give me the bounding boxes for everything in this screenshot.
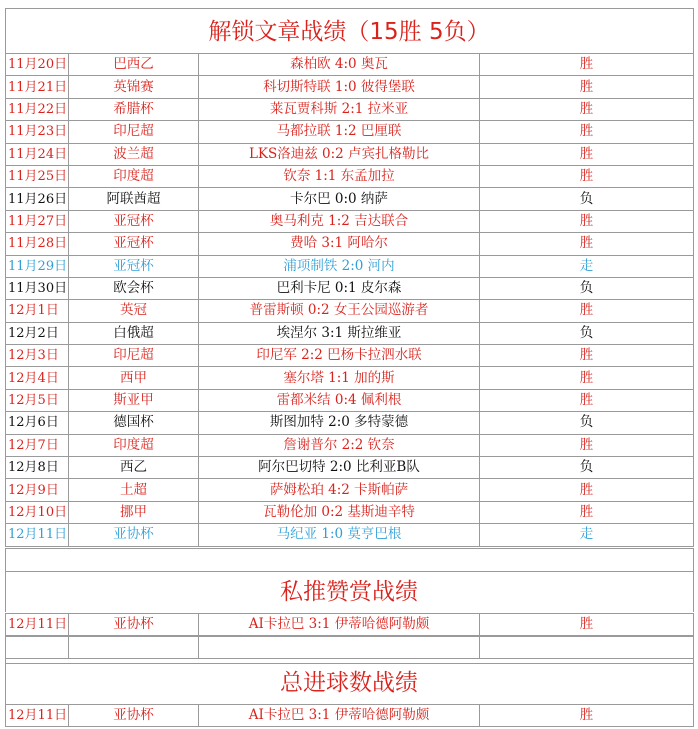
grid-line xyxy=(693,8,694,53)
result-cell: 胜 xyxy=(480,233,694,255)
table-row xyxy=(6,479,694,501)
date-cell: 12月11日 xyxy=(6,705,69,727)
table-row xyxy=(6,210,694,232)
match-cell: 埃涅尔 3:1 斯拉维亚 xyxy=(199,322,480,344)
date-cell: 12月11日 xyxy=(6,614,69,636)
table-row xyxy=(6,54,694,76)
date-cell: 12月11日 xyxy=(6,524,69,546)
league-cell: 巴西乙 xyxy=(69,54,199,76)
table-row xyxy=(6,705,694,727)
date-cell: 11月26日 xyxy=(6,188,69,210)
league-cell: 希腊杯 xyxy=(69,98,199,120)
match-cell: 萨姆松珀 4:2 卡斯帕萨 xyxy=(199,479,480,501)
table-row xyxy=(6,233,694,255)
table-row xyxy=(6,277,694,299)
result-cell: 胜 xyxy=(480,345,694,367)
result-cell: 负 xyxy=(480,457,694,479)
league-cell: 西乙 xyxy=(69,457,199,479)
result-cell: 胜 xyxy=(480,614,694,636)
empty-cell xyxy=(6,637,69,659)
table-row xyxy=(6,98,694,120)
match-cell: 巴利卡尼 0:1 皮尔森 xyxy=(199,277,480,299)
date-cell: 11月27日 xyxy=(6,210,69,232)
table-row xyxy=(6,121,694,143)
league-cell: 白俄超 xyxy=(69,322,199,344)
match-cell: 浦项制铁 2:0 河内 xyxy=(199,255,480,277)
result-cell: 胜 xyxy=(480,434,694,456)
league-cell: 德国杯 xyxy=(69,412,199,434)
table-row xyxy=(6,300,694,322)
league-cell: 印尼超 xyxy=(69,121,199,143)
table-row xyxy=(6,76,694,98)
league-cell: 印度超 xyxy=(69,434,199,456)
empty-cell xyxy=(199,637,480,659)
match-cell: 莱瓦贾科斯 2:1 拉米亚 xyxy=(199,98,480,120)
date-cell: 12月2日 xyxy=(6,322,69,344)
result-cell: 胜 xyxy=(480,121,694,143)
result-cell: 胜 xyxy=(480,705,694,727)
table-row xyxy=(6,188,694,210)
match-cell: 詹谢普尔 2:2 钦奈 xyxy=(199,434,480,456)
result-cell: 胜 xyxy=(480,165,694,187)
date-cell: 11月29日 xyxy=(6,255,69,277)
league-cell: 欧会杯 xyxy=(69,277,199,299)
result-cell: 胜 xyxy=(480,300,694,322)
date-cell: 12月5日 xyxy=(6,389,69,411)
table-row xyxy=(6,501,694,523)
result-cell: 走 xyxy=(480,524,694,546)
section3-table xyxy=(5,704,694,727)
result-cell: 胜 xyxy=(480,501,694,523)
section3-title: 总进球数战绩 xyxy=(280,670,418,696)
date-cell: 12月7日 xyxy=(6,434,69,456)
league-cell: 亚协杯 xyxy=(69,524,199,546)
match-cell: AI卡拉巴 3:1 伊蒂哈德阿勒颇 xyxy=(199,614,480,636)
match-cell: 雷都米结 0:4 佩利根 xyxy=(199,389,480,411)
match-cell: 马都拉联 1:2 巴厘联 xyxy=(199,121,480,143)
result-cell: 胜 xyxy=(480,76,694,98)
table-row xyxy=(6,345,694,367)
date-cell: 11月21日 xyxy=(6,76,69,98)
result-cell: 负 xyxy=(480,322,694,344)
league-cell: 波兰超 xyxy=(69,143,199,165)
league-cell: 英锦赛 xyxy=(69,76,199,98)
match-cell: 马纪亚 1:0 莫亨巴根 xyxy=(199,524,480,546)
match-cell: 印尼军 2:2 巴杨卡拉泗水联 xyxy=(199,345,480,367)
date-cell: 12月1日 xyxy=(6,300,69,322)
empty-row xyxy=(6,549,694,572)
match-cell: 塞尔塔 1:1 加的斯 xyxy=(199,367,480,389)
result-cell: 胜 xyxy=(480,367,694,389)
league-cell: 斯亚甲 xyxy=(69,389,199,411)
league-cell: 印尼超 xyxy=(69,345,199,367)
league-cell: 土超 xyxy=(69,479,199,501)
section1-title: 解锁文章战绩（15胜 5负） xyxy=(208,19,490,45)
match-cell: 钦奈 1:1 东孟加拉 xyxy=(199,165,480,187)
date-cell: 11月22日 xyxy=(6,98,69,120)
date-cell: 12月3日 xyxy=(6,345,69,367)
table-row xyxy=(6,367,694,389)
league-cell: 亚协杯 xyxy=(69,614,199,636)
section2-table xyxy=(5,613,694,636)
match-cell: 卡尔巴 0:0 纳萨 xyxy=(199,188,480,210)
date-cell: 12月6日 xyxy=(6,412,69,434)
league-cell: 阿联酋超 xyxy=(69,188,199,210)
date-cell: 11月24日 xyxy=(6,143,69,165)
table-row xyxy=(6,524,694,546)
result-cell: 胜 xyxy=(480,479,694,501)
result-cell: 负 xyxy=(480,277,694,299)
date-cell: 12月8日 xyxy=(6,457,69,479)
match-cell: 科切斯特联 1:0 彼得堡联 xyxy=(199,76,480,98)
result-cell: 走 xyxy=(480,255,694,277)
empty-row-table xyxy=(5,548,694,572)
date-cell: 12月4日 xyxy=(6,367,69,389)
date-cell: 12月9日 xyxy=(6,479,69,501)
table-row xyxy=(6,389,694,411)
result-cell: 胜 xyxy=(480,210,694,232)
empty-cell xyxy=(480,637,694,659)
grid-line xyxy=(693,662,694,704)
table-row xyxy=(6,143,694,165)
empty-cell xyxy=(69,637,199,659)
league-cell: 英冠 xyxy=(69,300,199,322)
grid-line xyxy=(5,8,693,9)
match-cell: 费哈 3:1 阿哈尔 xyxy=(199,233,480,255)
match-cell: 奥马利克 1:2 吉达联合 xyxy=(199,210,480,232)
league-cell: 亚冠杯 xyxy=(69,210,199,232)
date-cell: 12月10日 xyxy=(6,501,69,523)
table-row xyxy=(6,412,694,434)
match-cell: LKS洛迪兹 0:2 卢宾扎格勒比 xyxy=(199,143,480,165)
empty-row-table xyxy=(5,636,694,659)
table-row xyxy=(6,255,694,277)
result-cell: 负 xyxy=(480,412,694,434)
result-cell: 胜 xyxy=(480,54,694,76)
match-cell: 森柏欧 4:0 奥瓦 xyxy=(199,54,480,76)
table-row xyxy=(6,614,694,636)
match-cell: 普雷斯顿 0:2 女王公园巡游者 xyxy=(199,300,480,322)
table-row xyxy=(6,434,694,456)
match-cell: AI卡拉巴 3:1 伊蒂哈德阿勒颇 xyxy=(199,705,480,727)
date-cell: 11月25日 xyxy=(6,165,69,187)
league-cell: 亚冠杯 xyxy=(69,255,199,277)
league-cell: 西甲 xyxy=(69,367,199,389)
table-row xyxy=(6,165,694,187)
league-cell: 挪甲 xyxy=(69,501,199,523)
match-cell: 阿尔巴切特 2:0 比利亚B队 xyxy=(199,457,480,479)
date-cell: 11月20日 xyxy=(6,54,69,76)
grid-line xyxy=(693,570,694,612)
match-cell: 斯图加特 2:0 多特蒙德 xyxy=(199,412,480,434)
league-cell: 亚协杯 xyxy=(69,705,199,727)
date-cell: 11月28日 xyxy=(6,233,69,255)
result-cell: 胜 xyxy=(480,98,694,120)
result-cell: 胜 xyxy=(480,143,694,165)
league-cell: 印度超 xyxy=(69,165,199,187)
date-cell: 11月23日 xyxy=(6,121,69,143)
section1-table xyxy=(5,53,694,547)
date-cell: 11月30日 xyxy=(6,277,69,299)
match-cell: 瓦勒伦加 0:2 基斯迪辛特 xyxy=(199,501,480,523)
league-cell: 亚冠杯 xyxy=(69,233,199,255)
table-row xyxy=(6,457,694,479)
result-cell: 胜 xyxy=(480,389,694,411)
section2-title: 私推赞赏战绩 xyxy=(280,579,418,605)
table-row xyxy=(6,322,694,344)
result-cell: 负 xyxy=(480,188,694,210)
